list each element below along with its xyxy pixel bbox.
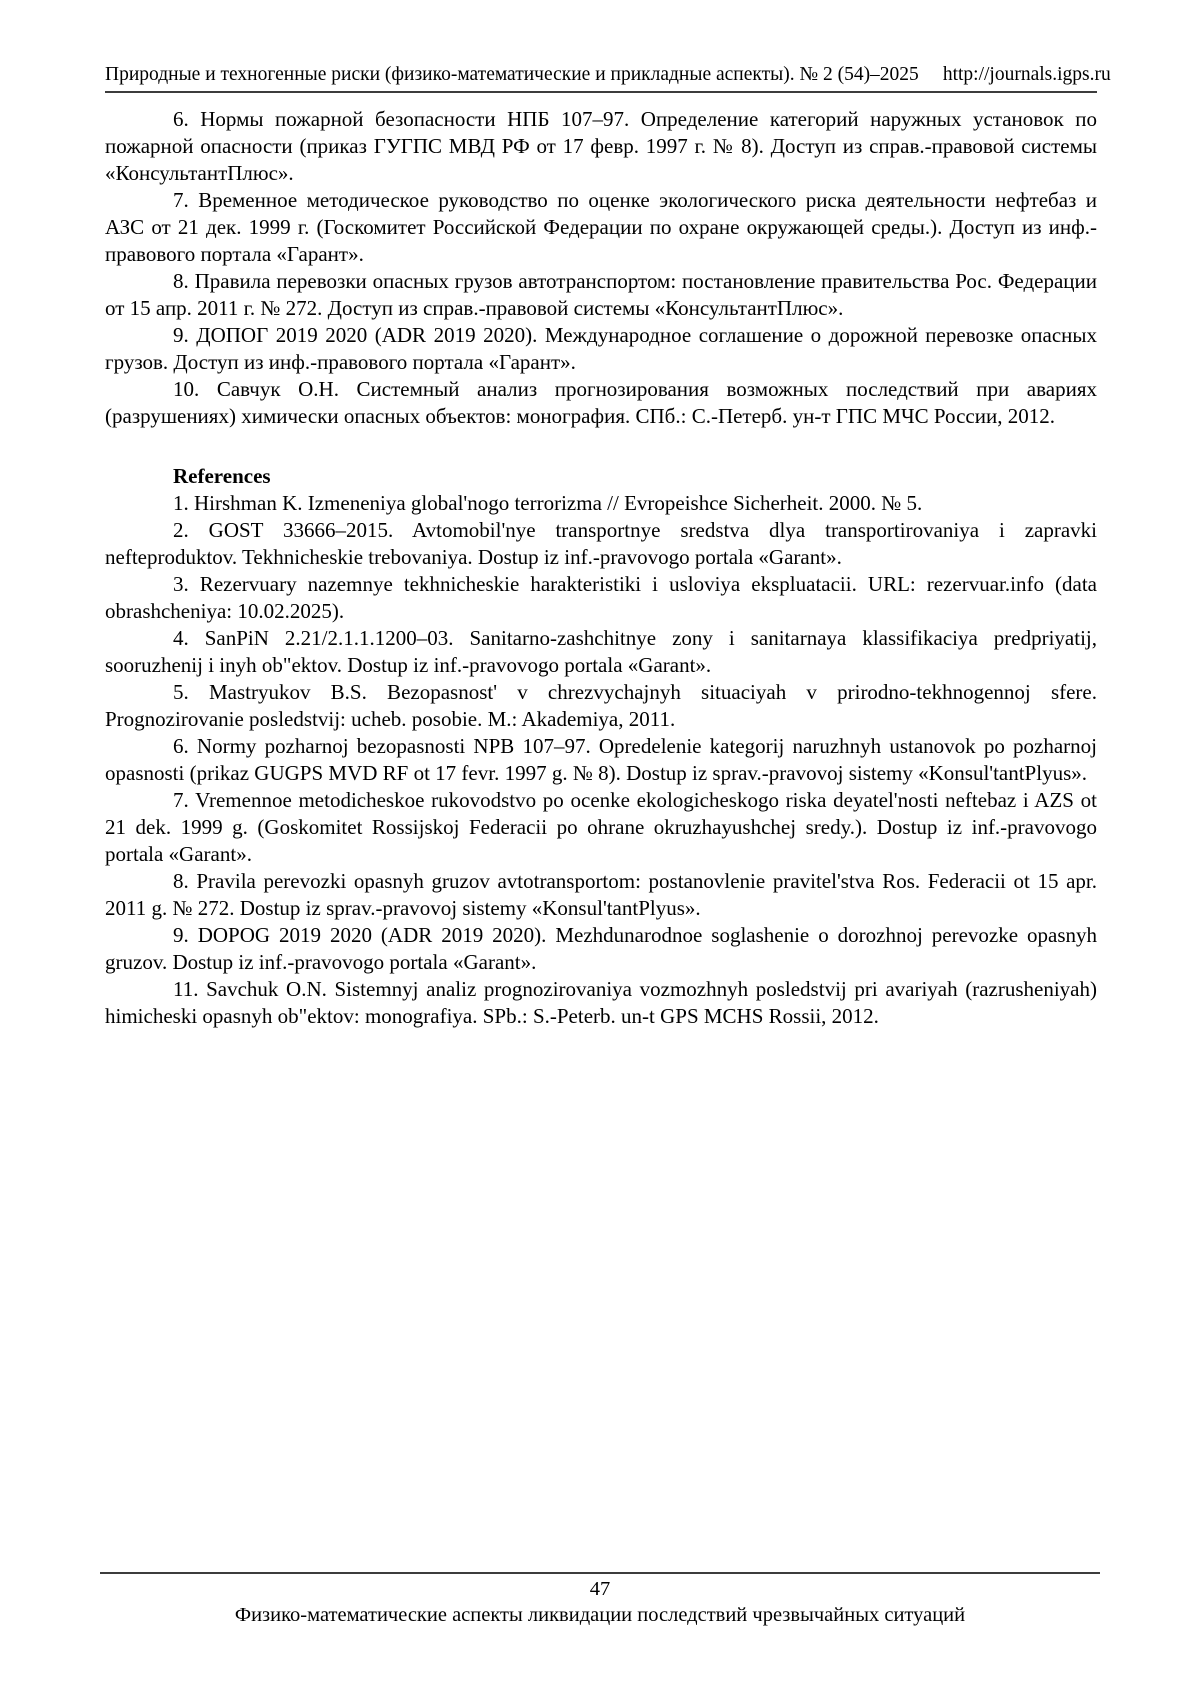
english-reference-item-6: 6. Normy pozharnoj bezopasnosti NPB 107–97. Opredelenie kategorij naruzhnyh ustanovok po pozharnoj opasnosti (prikaz GUGPS MVD RF ot 17 fevr. 1997 g. № 8). Dostup iz sprav.-pravovoj sistemy «Konsul'tantPlyus». xyxy=(105,734,1097,785)
english-reference-item-3: 3. Rezervuary nazemnye tekhnicheskie harakteristiki i usloviya ekspluatacii. URL: rezervuar.info (data obrashcheniya: 10.02.2025). xyxy=(105,572,1097,623)
english-reference-item-11: 11. Savchuk O.N. Sistemnyj analiz prognozirovaniya vozmozhnyh posledstvij pri avariyah (razrusheniyah) himicheski opasnyh ob"ektov: monografiya. SPb.: S.-Peterb. un-t GPS MCHS Rossii, 2012. xyxy=(105,977,1097,1028)
russian-reference-item-10: 10. Савчук О.Н. Системный анализ прогнозирования возможных последствий при авариях (разрушениях) химически опасных объектов: монография. СПб.: С.-Петерб. ун-т ГПС МЧС России, 2012. xyxy=(105,377,1097,428)
russian-reference-item-9: 9. ДОПОГ 2019 2020 (ADR 2019 2020). Международное соглашение о дорожной перевозке опасных грузов. Доступ из инф.-правового портала «Гарант». xyxy=(105,323,1097,374)
english-reference-item-1: 1. Hirshman K. Izmeneniya global'nogo terrorizma // Evropeishce Sicherheit. 2000. № 5. xyxy=(173,491,923,515)
page-content xyxy=(105,63,1111,1030)
russian-reference-item-8: 8. Правила перевозки опасных грузов автотранспортом: постановление правительства Рос. Федерации от 15 апр. 2011 г. № 272. Доступ из справ.-правовой системы «КонсультантПлюс». xyxy=(105,269,1097,320)
english-reference-item-5: 5. Mastryukov B.S. Bezopasnost' v chrezvychajnyh situaciyah v prirodno-tekhnogennoj sfere. Prognozirovanie posledstvij: ucheb. posobie. M.: Akademiya, 2011. xyxy=(105,680,1097,731)
russian-reference-item-7: 7. Временное методическое руководство по оценке экологического риска деятельности нефтебаз и АЗС от 21 дек. 1999 г. (Госкомитет Российской Федерации по охране окружающей среды.). Доступ из инф.-правового портала «Гарант». xyxy=(105,188,1097,266)
journal-url: http://journals.igps.ru xyxy=(942,64,1111,85)
running-header xyxy=(105,63,1111,93)
page-footer xyxy=(100,1572,1100,1628)
english-reference-item-9: 9. DOPOG 2019 2020 (ADR 2019 2020). Mezhdunarodnoe soglashenie o dorozhnoj perevozke opasnyh gruzov. Dostup iz inf.-pravovogo portala «Garant». xyxy=(105,923,1097,974)
journal-title: Природные и техногенные риски (физико-математические и прикладные аспекты). № 2 (54)–2025 xyxy=(105,64,919,85)
footer-section-title: Физико-математические аспекты ликвидации последствий чрезвычайных ситуаций xyxy=(234,1604,966,1626)
english-reference-item-8: 8. Pravila perevozki opasnyh gruzov avtotransportom: postanovlenie pravitel'stva Ros. Federacii ot 15 apr. 2011 g. № 272. Dostup iz sprav.-pravovoj sistemy «Konsul'tantPlyus». xyxy=(105,869,1097,920)
english-reference-item-7: 7. Vremennoe metodicheskoe rukovodstvo po ocenke ekologicheskogo riska deyatel'nosti neftebaz i AZS ot 21 dek. 1999 g. (Goskomitet Rossijskoj Federacii po ohrane okruzhayushchej sredy.). Dostup iz inf.-pravovogo portala «Garant». xyxy=(105,788,1097,866)
references-heading: References xyxy=(173,464,271,488)
english-reference-item-4: 4. SanPiN 2.21/2.1.1.1200–03. Sanitarno-zashchitnye zony i sanitarnaya klassifikaciya predpriyatij, sooruzhenij i inyh ob"ektov. Dostup iz inf.-pravovogo portala «Garant». xyxy=(105,626,1097,677)
russian-reference-item-6: 6. Нормы пожарной безопасности НПБ 107–97. Определение категорий наружных установок по пожарной опасности (приказ ГУГПС МВД РФ от 17 февр. 1997 г. № 8). Доступ из справ.-правовой системы «КонсультантПлюс». xyxy=(105,107,1097,185)
english-reference-item-2: 2. GOST 33666–2015. Avtomobil'nye transportnye sredstva dlya transportirovaniya i zapravki nefteproduktov. Tekhnicheskie trebovaniya. Dostup iz inf.-pravovogo portala «Garant». xyxy=(105,518,1097,569)
reference-list-body xyxy=(105,106,1097,1030)
page-number: 47 xyxy=(589,1578,611,1600)
